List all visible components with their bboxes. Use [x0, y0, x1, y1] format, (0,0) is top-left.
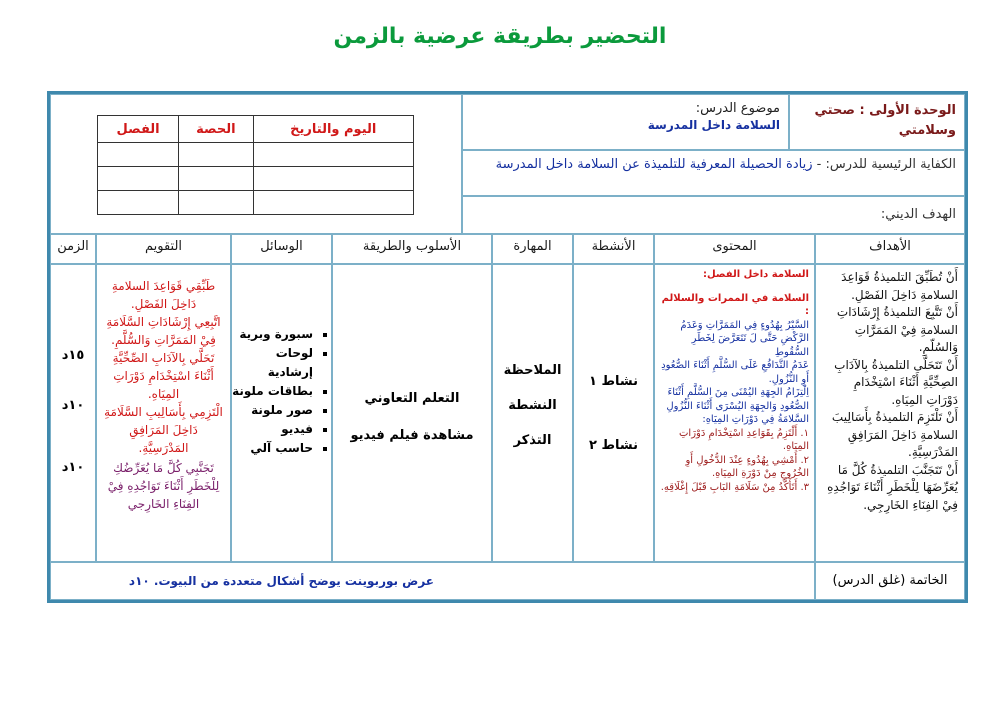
skill-item: التذكر	[513, 433, 552, 448]
tool-item: ▪ صور ملونة	[232, 401, 313, 420]
skill-item: الملاحظة	[503, 363, 562, 378]
header-objectives: الأهداف	[815, 234, 965, 264]
content-line: ٣. أَتَأَكَّدُ مِنْ سَلَامَةِ البَابِ قَبْلَ إِغْلَاقِهِ.	[660, 481, 809, 493]
activity-item: نشاط ١	[589, 374, 638, 389]
religious-goal-cell	[462, 196, 965, 234]
activity-item: نشاط ٢	[589, 438, 638, 453]
tools-list	[232, 325, 331, 458]
header-skill: المهارة	[492, 234, 573, 264]
skill-cell	[492, 264, 573, 562]
content-heading-corridors: السلامة في الممرات والسلالم :	[661, 292, 809, 317]
content-line: اِلْتِزَامُ الجِهَةِ اليُمْنَى مِنَ السُّلَّمِ أَثْنَاءَ الصُّعُودِ وَالجِهَةِ اليُسْرَى أَثْنَاءَ النُّزُولِ	[666, 387, 809, 412]
religious-goal-label: الهدف الديني:	[880, 207, 956, 222]
table-cell[interactable]	[253, 191, 413, 215]
time-item: ١٥د	[61, 348, 85, 363]
activities-cell	[573, 264, 654, 562]
tool-item: ▪ فيديو	[232, 420, 313, 439]
time-item: ١٠د	[61, 398, 85, 413]
table-cell[interactable]	[179, 191, 253, 215]
unit-label: الوحدة الأولى :	[859, 103, 956, 118]
method-item: التعلم التعاوني	[364, 391, 460, 406]
tools-cell	[231, 264, 332, 562]
page-title: التحضير بطريقة عرضية بالزمن	[333, 24, 667, 49]
closing-text-cell	[50, 562, 815, 600]
table-row	[98, 167, 414, 191]
tool-item: ▪ لوحات إرشادية	[232, 344, 313, 382]
time-item: ١٠د	[61, 460, 85, 475]
table-cell[interactable]	[253, 143, 413, 167]
time-cell	[50, 264, 96, 562]
table-row	[98, 191, 414, 215]
table-cell[interactable]	[179, 167, 253, 191]
content-line: ٢. أَمْشِي بِهُدُوءٍ عِنْدَ الدُّخُولِ أَوِ الخُرُوجِ مِنْ دَوْرَةِ المِيَاهِ.	[685, 454, 809, 479]
lesson-topic-label: موضوع الدرس:	[695, 101, 780, 116]
content-heading-classroom: السلامة داخل الفصل:	[702, 269, 809, 280]
schedule-header-class: الفصل	[98, 116, 179, 143]
header-activities: الأنشطة	[573, 234, 654, 264]
schedule-header-date: اليوم والتاريخ	[253, 116, 413, 143]
header-evaluation: التقويم	[96, 234, 231, 264]
competency-cell	[462, 150, 965, 196]
content-cell	[654, 264, 815, 562]
objective-item: أَنْ تَتَّبِعَ التلميذةُ إِرْشَادَاتِ السلامةِ فِيْ المَمَرَّاتِ وَالسُلّمِ.	[836, 305, 958, 354]
table-cell[interactable]	[179, 143, 253, 167]
content-line: عَدَمُ التَّدَافُعِ عَلَى السُّلَّمِ أَثْنَاءَ الصُّعُودِ أَوِ النُّزُولِ.	[661, 360, 809, 385]
evaluation-item: طَبِّقِي قَوَاعِدَ السلامةِ دَاخِلَ الفَصْلِ.	[111, 279, 216, 311]
header-tools: الوسائل	[231, 234, 332, 264]
closing-label-cell	[815, 562, 965, 600]
schedule-table	[97, 115, 414, 215]
schedule-header-period: الحصة	[179, 116, 253, 143]
objective-item: أَنْ تُطَبِّقَ التلميذةُ قَوَاعِدَ السلامةِ دَاخِلَ الفَصْلِ.	[841, 270, 958, 302]
skill-item: النشطة	[508, 398, 557, 413]
lesson-topic-cell	[462, 94, 789, 150]
tool-item: ▪ بطاقات ملونة	[232, 382, 313, 401]
content-line: السَّيْرُ بِهُدُوءٍ فِي المَمَرَّاتِ وَعَدَمُ الرَّكْضِ حَتَّى لَ تَتَعَرَّضَ لِخَطَرِ السُّقُوطِ	[680, 319, 809, 358]
header-time: الزمن	[50, 234, 96, 264]
tool-item: ▪ حاسب آلي	[232, 439, 313, 458]
unit-value: صحتي وسلامتي	[814, 103, 956, 138]
lesson-topic-value: السلامة داخل المدرسة	[647, 118, 780, 132]
evaluation-item: تَحَلَّي بِالآدَابِ الصِّحِّيَّةِ أَثْنَاءَ اسْتِخْدَامِ دَوْرَاتِ المِيَاهِ.	[112, 351, 215, 401]
objective-item: أَنْ تَلْتَزِمَ التلميذةُ بِأَسَالِيبَ السلامةِ دَاخِلَ المَرَافِقِ المَدْرَسِيَّةِ.	[831, 410, 958, 459]
table-cell[interactable]	[98, 143, 179, 167]
table-cell[interactable]	[98, 191, 179, 215]
competency-value: زيادة الحصيلة المعرفية للتلميذة عن السلامة داخل المدرسة	[495, 157, 813, 172]
closing-label: الخاتمة (غلق الدرس)	[832, 573, 948, 588]
header-method: الأسلوب والطريقة	[332, 234, 492, 264]
header-content: المحتوى	[654, 234, 815, 264]
content-line: ١. أَلْتَزِمُ بِقَوَاعِدِ اسْتِخْدَامِ دَوْرَاتِ المِيَاهِ.	[679, 427, 809, 452]
objectives-cell	[815, 264, 965, 562]
table-row	[98, 143, 414, 167]
method-item: مشاهدة فيلم فيديو	[350, 428, 474, 443]
closing-text: عرض بوربوينت يوضح أشكال متعددة من البيوت. ١٠د	[128, 574, 434, 588]
competency-label: الكفاية الرئيسية للدرس: -	[816, 157, 956, 172]
evaluation-item: تَجَنَّبِي كُلَّ مَا يُعَرِّضُكِ لِلْخَطَرِ أَثْنَاءَ تَوَاجُدِهِ فِيْ الفِنَاءِ الخَارِجي	[107, 461, 220, 511]
table-cell[interactable]	[253, 167, 413, 191]
evaluation-item: اتَّبِعِي إِرْشَادَاتِ السَّلَامَةِ فِيْ المَمَرَّاتِ وَالسُّلَّمِ.	[106, 315, 221, 347]
tool-item: ▪ سبورة وبرية	[232, 325, 313, 344]
objective-item: أَنْ تَتَجَنَّبَ التلميذةُ كُلَّ مَا يُعَرِّضَهَا لِلْخَطَرِ أَثْنَاءَ تَوَاجُدِهِ فِيْ الفِنَاءِ الخَارِجِي.	[827, 462, 958, 512]
content-heading-toilets: السَّلامَةُ فِي دَوْرَاتِ المِيَاهِ:	[702, 414, 809, 425]
method-cell	[332, 264, 492, 562]
table-cell[interactable]	[98, 167, 179, 191]
objective-item: أَنْ تَتَحَلَّى التلميذةُ بِالآدَابِ الصِحِّيَّةِ أَثْنَاءَ اسْتِخْدَامِ دَوْرَاتِ المِيَاهِ.	[834, 357, 958, 407]
unit-cell	[789, 94, 965, 150]
evaluation-cell	[96, 264, 231, 562]
evaluation-item: الْتَزِمِي بِأَسَالِيبِ السَّلَامَةِ دَاخِلَ المَرَافِقِ المَدْرَسِيَّةِ.	[104, 405, 223, 455]
